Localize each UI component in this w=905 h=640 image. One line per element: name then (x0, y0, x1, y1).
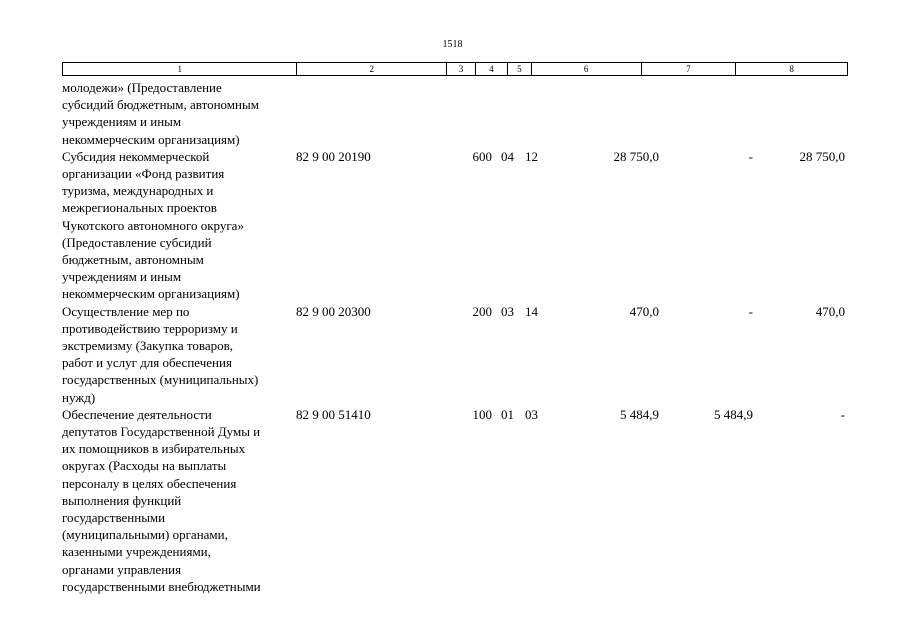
subsection-cell: 03 (525, 406, 538, 422)
column-header-4: 4 (475, 63, 507, 75)
expense-name-line: государственных (муниципальных) (62, 372, 259, 388)
expense-name-line: нужд) (62, 389, 96, 405)
expense-name-line: персоналу в целях обеспечения (62, 475, 237, 491)
column-header-5: 5 (507, 63, 531, 75)
subsection-cell: 14 (525, 303, 538, 319)
subsection-cell (518, 79, 545, 148)
federal-amount-cell: - (748, 303, 753, 319)
budget-code-cell: 82 9 00 20190 (296, 148, 371, 164)
budget-code-cell: 82 9 00 20300 (296, 303, 371, 319)
table-row (62, 148, 848, 303)
section-cell (497, 79, 518, 148)
expense-name-line: Осуществление мер по (62, 303, 190, 319)
expense-name-line: туризма, международных и (62, 183, 214, 199)
expense-name-cell (62, 303, 296, 406)
expense-name-line: (Предоставление субсидий (62, 234, 212, 250)
expense-name-line: государственными внебюджетными (62, 578, 261, 594)
expense-name-line: их помощников в избирательных (62, 441, 246, 457)
budget-code-cell (296, 79, 446, 148)
expense-name-line: выполнения функций (62, 492, 182, 508)
column-header-6: 6 (531, 63, 641, 75)
expense-type-cell: 100 (472, 406, 492, 422)
expense-name-line: Субсидия некоммерческой (62, 148, 210, 164)
expense-name-line: депутатов Государственной Думы и (62, 424, 261, 440)
regional-amount-cell (753, 79, 848, 148)
section-cell: 03 (501, 303, 514, 319)
expense-name-line: казенными учреждениями, (62, 544, 211, 560)
total-amount-cell: 470,0 (629, 303, 659, 319)
expense-name-line: государственными (62, 510, 166, 526)
federal-amount-cell: 5 484,9 (714, 406, 753, 422)
expense-name-line: учреждениям и иным (62, 269, 182, 285)
expense-name-line: межрегиональных проектов (62, 200, 217, 216)
expense-name-line: организации «Фонд развития (62, 166, 225, 182)
expense-name-line: (муниципальными) органами, (62, 527, 228, 543)
expense-name-line: учреждениям и иным (62, 114, 182, 130)
expense-type-cell: 600 (472, 148, 492, 164)
section-cell: 01 (501, 406, 514, 422)
table-row (62, 79, 848, 148)
expense-name-line: субсидий бюджетным, автономным (62, 97, 259, 113)
expense-name-line: Обеспечение деятельности (62, 406, 212, 422)
expense-type-cell (446, 79, 497, 148)
table-row (62, 303, 848, 406)
expense-name-line: некоммерческим организациям) (62, 131, 240, 147)
regional-amount-cell: - (840, 406, 845, 422)
expense-name-line: молодежи» (Предоставление (62, 80, 222, 95)
expense-name-line: работ и услуг для обеспечения (62, 355, 232, 371)
expense-name-line: бюджетным, автономным (62, 252, 204, 268)
column-header-8: 8 (735, 63, 847, 75)
column-header-1: 1 (177, 64, 182, 74)
section-cell: 04 (501, 148, 514, 164)
column-number-header (62, 62, 848, 76)
expense-name-cell (62, 406, 296, 595)
expense-name-line: противодействию терроризму и (62, 320, 238, 336)
regional-amount-cell: 28 750,0 (799, 148, 845, 164)
expense-name-line: округах (Расходы на выплаты (62, 458, 227, 474)
expense-name-line: Чукотского автономного округа» (62, 217, 244, 233)
federal-amount-cell: - (748, 148, 753, 164)
expense-type-cell: 200 (472, 303, 492, 319)
expense-name-line: некоммерческим организациям) (62, 286, 240, 302)
table-row (62, 406, 848, 595)
total-amount-cell: 5 484,9 (620, 406, 659, 422)
table-body (62, 79, 848, 595)
subsection-cell: 12 (525, 148, 538, 164)
expense-name-line: органами управления (62, 561, 182, 577)
column-header-3: 3 (446, 63, 475, 75)
expense-name-cell (62, 79, 296, 148)
column-header-7: 7 (641, 63, 736, 75)
federal-amount-cell (659, 79, 753, 148)
expense-name-cell (62, 148, 296, 303)
regional-amount-cell: 470,0 (815, 303, 845, 319)
page-number: 1518 (442, 39, 463, 50)
expense-name-line: экстремизму (Закупка товаров, (62, 338, 234, 354)
total-amount-cell (545, 79, 659, 148)
total-amount-cell: 28 750,0 (613, 148, 659, 164)
budget-code-cell: 82 9 00 51410 (296, 406, 371, 422)
column-header-2: 2 (296, 63, 446, 75)
